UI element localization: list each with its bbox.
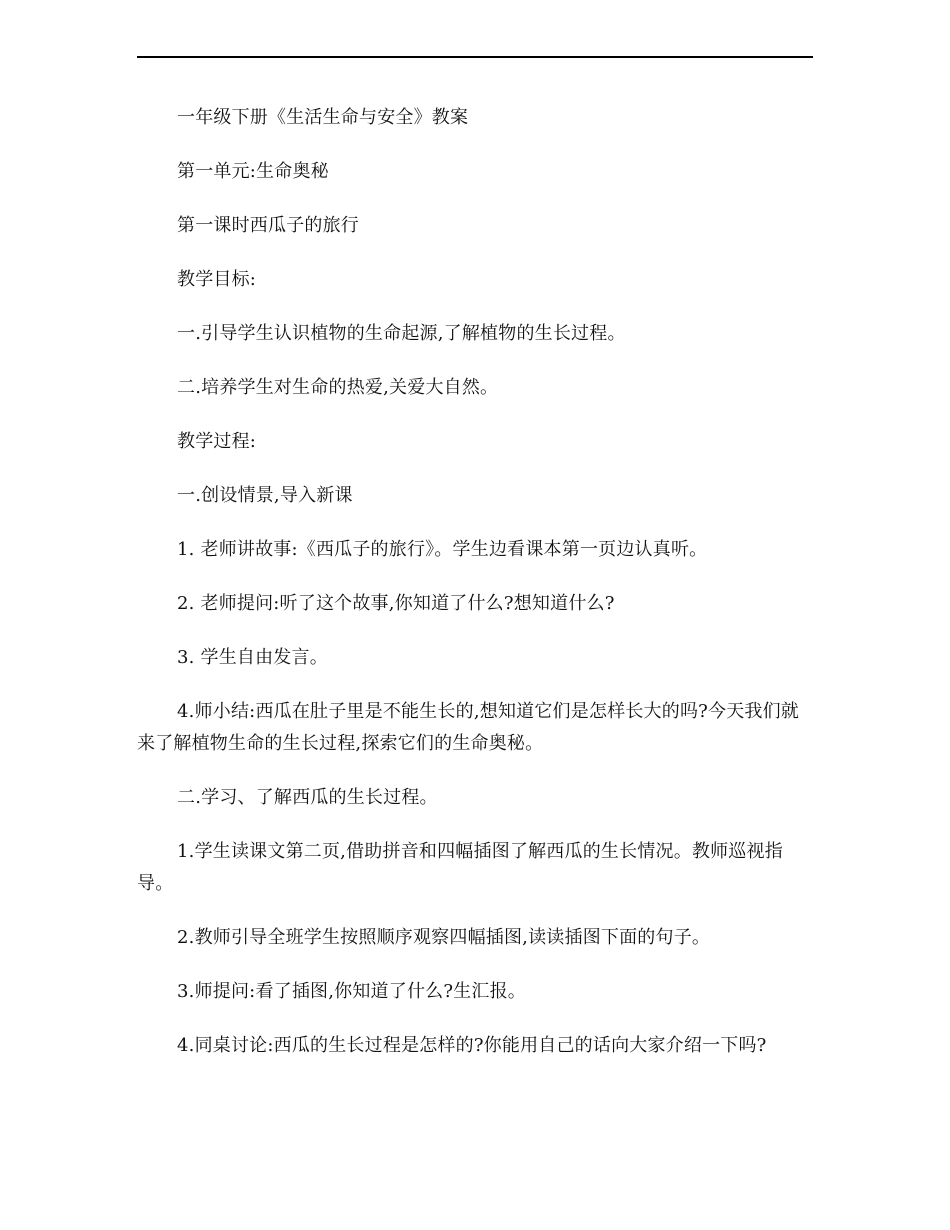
section-heading-objectives: 教学目标: [177, 269, 257, 290]
unit-heading: 第一单元:生命奥秘 [177, 161, 329, 182]
process-item: 4.同桌讨论:西瓜的生长过程是怎样的?你能用自己的话向大家介绍一下吗? [177, 1035, 767, 1056]
process-step-heading: 二.学习、了解西瓜的生长过程。 [177, 787, 438, 808]
header-rule [137, 56, 813, 58]
process-item: 2. 老师提问:听了这个故事,你知道了什么?想知道什么? [177, 593, 615, 614]
process-step-heading: 一.创设情景,导入新课 [177, 485, 353, 506]
objective-item: 二.培养学生对生命的热爱,关爱大自然。 [177, 377, 499, 398]
section-heading-process: 教学过程: [177, 431, 257, 452]
process-item: 3.师提问:看了插图,你知道了什么?生汇报。 [177, 981, 527, 1002]
process-item: 1. 老师讲故事:《西瓜子的旅行》。学生边看课本第一页边认真听。 [177, 539, 708, 560]
process-item: 4.师小结:西瓜在肚子里是不能生长的,想知道它们是怎样长大的吗?今天我们就来了解植物生命的生长过程,探索它们的生命奥秘。 [137, 701, 800, 754]
lesson-heading: 第一课时西瓜子的旅行 [177, 215, 359, 236]
process-item: 3. 学生自由发言。 [177, 647, 328, 668]
document-body [137, 102, 813, 1084]
process-item: 1.学生读课文第二页,借助拼音和四幅插图了解西瓜的生长情况。教师巡视指导。 [137, 841, 783, 894]
objective-item: 一.引导学生认识植物的生命起源,了解植物的生长过程。 [177, 323, 626, 344]
process-item: 2.教师引导全班学生按照顺序观察四幅插图,读读插图下面的句子。 [177, 927, 711, 948]
doc-title: 一年级下册《生活生命与安全》教案 [177, 107, 469, 128]
